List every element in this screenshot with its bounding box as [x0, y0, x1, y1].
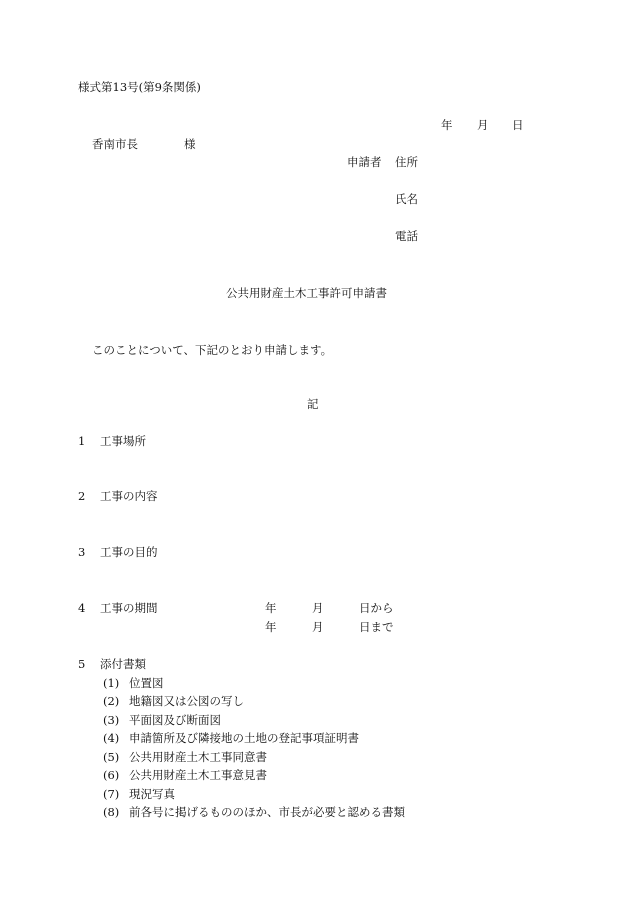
attachment-number: (5) — [103, 750, 120, 764]
attachment-number: (7) — [103, 787, 120, 801]
item-work-period — [78, 603, 158, 615]
attachment-number: (8) — [103, 805, 120, 819]
attachment-item — [103, 733, 359, 745]
period-to-month: 月 — [312, 620, 324, 634]
attachment-number: (2) — [103, 694, 120, 708]
document-title: 公共用財産土木工事許可申請書 — [226, 286, 387, 300]
attachment-item — [103, 696, 244, 708]
addressee-name: 香南市長 — [92, 137, 138, 151]
attachment-text: 申請箇所及び隣接地の土地の登記事項証明書 — [129, 731, 359, 745]
item-label: 工事場所 — [100, 434, 146, 448]
item-label: 工事の内容 — [100, 489, 158, 503]
item-label: 工事の目的 — [100, 545, 158, 559]
period-to-day: 日まで — [359, 620, 394, 634]
attachment-text: 前各号に掲げるもののほか、市長が必要と認める書類 — [129, 805, 405, 819]
date-month-label: 月 — [477, 118, 489, 132]
applicant-name-label: 氏名 — [395, 192, 418, 206]
item-label: 工事の期間 — [100, 601, 158, 615]
item-attachments — [78, 659, 146, 671]
applicant-address-label: 住所 — [395, 155, 418, 169]
attachment-number: (1) — [103, 676, 120, 690]
attachment-number: (6) — [103, 768, 120, 782]
attachment-number: (3) — [103, 713, 120, 727]
attachment-text: 公共用財産土木工事意見書 — [129, 768, 267, 782]
date-year-label: 年 — [441, 118, 453, 132]
period-to-year: 年 — [265, 620, 277, 634]
item-number: 1 — [78, 434, 86, 448]
attachment-item — [103, 678, 164, 690]
item-work-purpose — [78, 547, 158, 559]
attachment-item — [103, 770, 267, 782]
date-day-label: 日 — [512, 118, 524, 132]
attachment-text: 公共用財産土木工事同意書 — [129, 750, 267, 764]
attachment-text: 地籍図又は公図の写し — [129, 694, 244, 708]
attachment-item — [103, 789, 175, 801]
period-from-month: 月 — [312, 601, 324, 615]
ki-heading: 記 — [307, 397, 319, 411]
item-work-content — [78, 491, 158, 503]
addressee-honorific: 様 — [184, 137, 196, 151]
attachment-number: (4) — [103, 731, 120, 745]
period-from-year: 年 — [265, 601, 277, 615]
item-label: 添付書類 — [100, 657, 146, 671]
attachment-item — [103, 715, 221, 727]
intro-text: このことについて、下記のとおり申請します。 — [92, 343, 333, 357]
form-number: 様式第13号(第9条関係) — [78, 80, 201, 94]
item-number: 3 — [78, 545, 86, 559]
applicant-label: 申請者 — [347, 155, 382, 169]
item-number: 2 — [78, 489, 86, 503]
period-from-day: 日から — [359, 601, 394, 615]
item-work-location — [78, 436, 146, 448]
attachment-text: 平面図及び断面図 — [129, 713, 221, 727]
attachment-item — [103, 752, 267, 764]
attachment-item — [103, 807, 405, 819]
attachment-text: 位置図 — [129, 676, 164, 690]
item-number: 4 — [78, 601, 86, 615]
attachment-text: 現況写真 — [129, 787, 175, 801]
item-number: 5 — [78, 657, 86, 671]
applicant-phone-label: 電話 — [395, 229, 418, 243]
